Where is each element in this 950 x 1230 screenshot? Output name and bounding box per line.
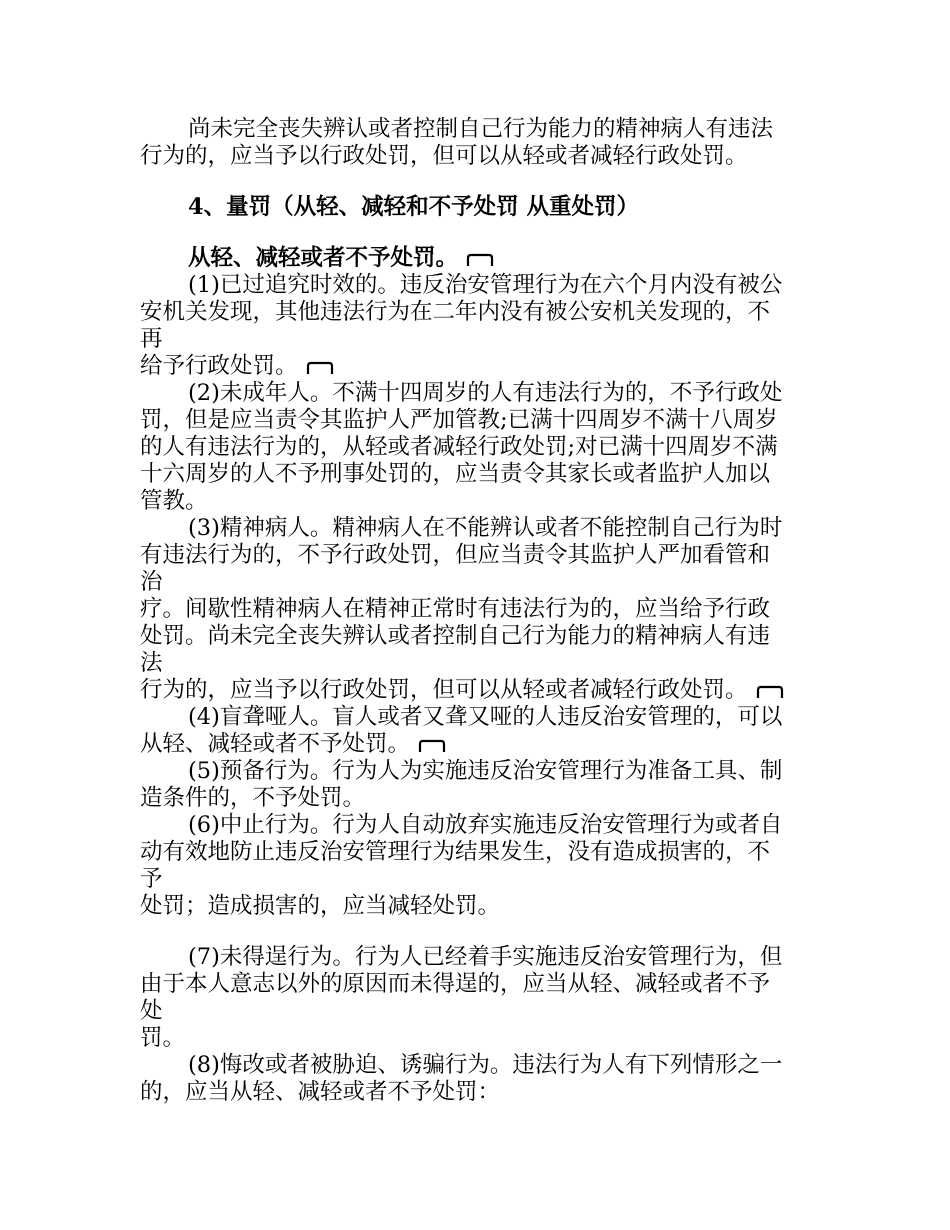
- item-1-line-2: 安机关发现，其他违法行为在二年内没有被公安机关发现的，不: [140, 299, 771, 325]
- paragraph-mark-icon: [466, 253, 494, 267]
- item-5-line-2: 造条件的，不予处罚。: [140, 785, 366, 811]
- item-8-line-1: (8)悔改或者被胁迫、诱骗行为。违法行为人有下列情形之一: [188, 1052, 783, 1078]
- item-3-line-4: 疗。间歇性精神病人在精神正常时有违法行为的，应当给予行政: [140, 596, 771, 622]
- intro-line-1: 尚未完全丧失辨认或者控制自己行为能力的精神病人有违法: [188, 116, 774, 142]
- item-2-line-3: 的人有违法行为的，从轻或者减轻行政处罚;对已满十四周岁不满: [140, 434, 778, 460]
- item-4-line-1: (4)盲聋哑人。盲人或者又聋又哑的人违反治安管理的，可以: [188, 704, 783, 730]
- item-3-line-1: (3)精神病人。精神病人在不能辨认或者不能控制自己行为时: [188, 515, 783, 541]
- item-3-line-7: [140, 677, 784, 704]
- paragraph-mark-icon: [306, 361, 334, 375]
- item-4-line-2: [140, 731, 446, 758]
- paragraph-mark-icon: [418, 739, 446, 753]
- item-2-line-4: 十六周岁的人不予刑事处罚的，应当责令其家长或者监护人加以: [140, 461, 771, 487]
- item-6-line-4: 处罚；造成损害的，应当减轻处罚。: [140, 893, 501, 919]
- item-1-line-3: 再: [140, 326, 163, 352]
- item-2-line-2: 罚，但是应当责令其监护人严加管教;已满十四周岁不满十八周岁: [140, 407, 778, 433]
- item-2-line-5: 管教。: [140, 488, 208, 514]
- intro-line-2: 行为的，应当予以行政处罚，但可以从轻或者减轻行政处罚。: [140, 143, 748, 169]
- item-7-line-4: 罚。: [140, 1025, 186, 1051]
- item-1-line-4-text: 给予行政处罚。: [140, 353, 298, 379]
- item-1-line-4: [140, 353, 334, 380]
- item-7-line-2: 由于本人意志以外的原因而未得逞的，应当从轻、减轻或者不予: [140, 971, 771, 997]
- subheading-text: 从轻、减轻或者不予处罚。: [188, 245, 459, 271]
- item-7-line-1: (7)未得逞行为。行为人已经着手实施违反治安管理行为，但: [188, 944, 783, 970]
- item-6-line-2: 动有效地防止违反治安管理行为结果发生，没有造成损害的，不: [140, 839, 771, 865]
- item-3-line-6: 法: [140, 650, 163, 676]
- item-1-line-1: (1)已过追究时效的。违反治安管理行为在六个月内没有被公: [188, 272, 783, 298]
- item-2-line-1: (2)未成年人。不满十四周岁的人有违法行为的，不予行政处: [188, 380, 783, 406]
- subheading: [188, 245, 494, 272]
- item-6-line-1: (6)中止行为。行为人自动放弃实施违反治安管理行为或者自: [188, 812, 783, 838]
- item-8-line-2: 的，应当从轻、减轻或者不予处罚：: [140, 1079, 501, 1105]
- item-3-line-3: 治: [140, 569, 163, 595]
- item-5-line-1: (5)预备行为。行为人为实施违反治安管理行为准备工具、制: [188, 758, 783, 784]
- item-7-line-3: 处: [140, 998, 163, 1024]
- item-6-line-3: 予: [140, 866, 163, 892]
- item-3-line-5: 处罚。尚未完全丧失辨认或者控制自己行为能力的精神病人有违: [140, 623, 771, 649]
- item-3-line-7-text: 行为的，应当予以行政处罚，但可以从轻或者减轻行政处罚。: [140, 677, 748, 703]
- item-4-line-2-text: 从轻、减轻或者不予处罚。: [140, 731, 411, 757]
- paragraph-mark-icon: [756, 685, 784, 699]
- section-heading: 4、量罚（从轻、减轻和不予处罚 从重处罚）: [188, 194, 639, 220]
- item-3-line-2: 有违法行为的，不予行政处罚，但应当责令其监护人严加看管和: [140, 542, 771, 568]
